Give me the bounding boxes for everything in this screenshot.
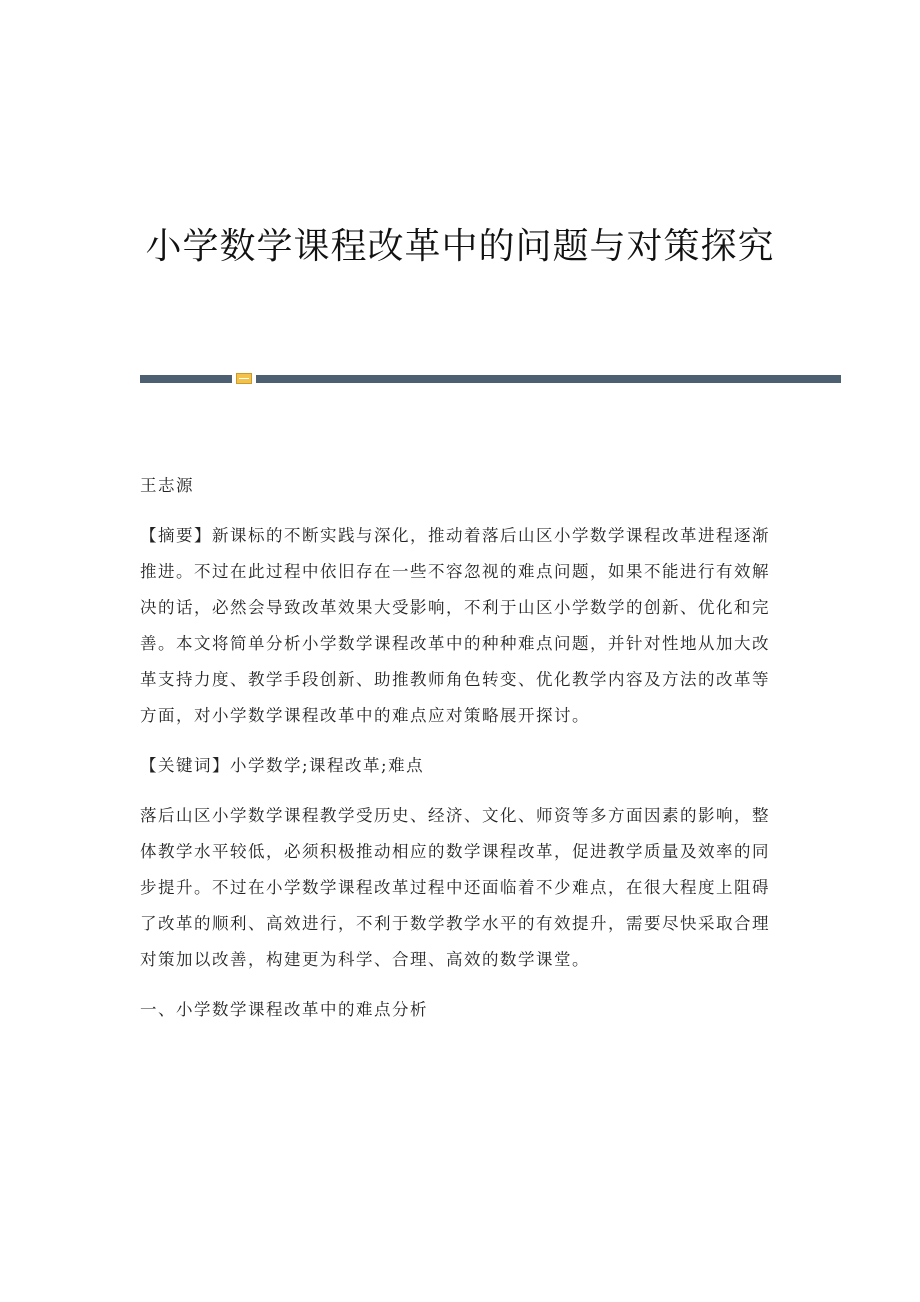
document-title: 小学数学课程改革中的问题与对策探究: [145, 226, 775, 267]
abstract-label: 【摘要】: [140, 526, 212, 545]
abstract-text: 新课标的不断实践与深化，推动着落后山区小学数学课程改革进程逐渐推进。不过在此过程中依旧存在一些不容忽视的难点问题，如果不能进行有效解决的话，必然会导致改革效果大受影响，不利于山区小学数学的创新、优化和完善。本文将简单分析小学数学课程改革中的种种难点问题，并针对性地从加大改革支持力度、教学手段创新、助推教师角色转变、优化教学内容及方法的改革等方面，对小学数学课程改革中的难点应对策略展开探讨。: [140, 526, 770, 725]
abstract-paragraph: [140, 518, 780, 734]
keywords-text: 小学数学;课程改革;难点: [230, 756, 425, 775]
author-name: 王志源: [140, 476, 194, 495]
title-rule-left: [140, 375, 232, 383]
decorative-divider-icon: [236, 373, 252, 384]
section-heading: 一、小学数学课程改革中的难点分析: [140, 1000, 428, 1019]
intro-paragraph: 落后山区小学数学课程教学受历史、经济、文化、师资等多方面因素的影响，整体教学水平较低，必须积极推动相应的数学课程改革，促进教学质量及效率的同步提升。不过在小学数学课程改革过程中还面临着不少难点，在很大程度上阻碍了改革的顺利、高效进行，不利于数学教学水平的有效提升，需要尽快采取合理对策加以改善，构建更为科学、合理、高效的数学课堂。: [140, 806, 770, 969]
title-rule-right: [256, 375, 841, 383]
keywords-paragraph: [140, 748, 780, 784]
document-body: [140, 468, 780, 1042]
keywords-label: 【关键词】: [140, 756, 230, 775]
